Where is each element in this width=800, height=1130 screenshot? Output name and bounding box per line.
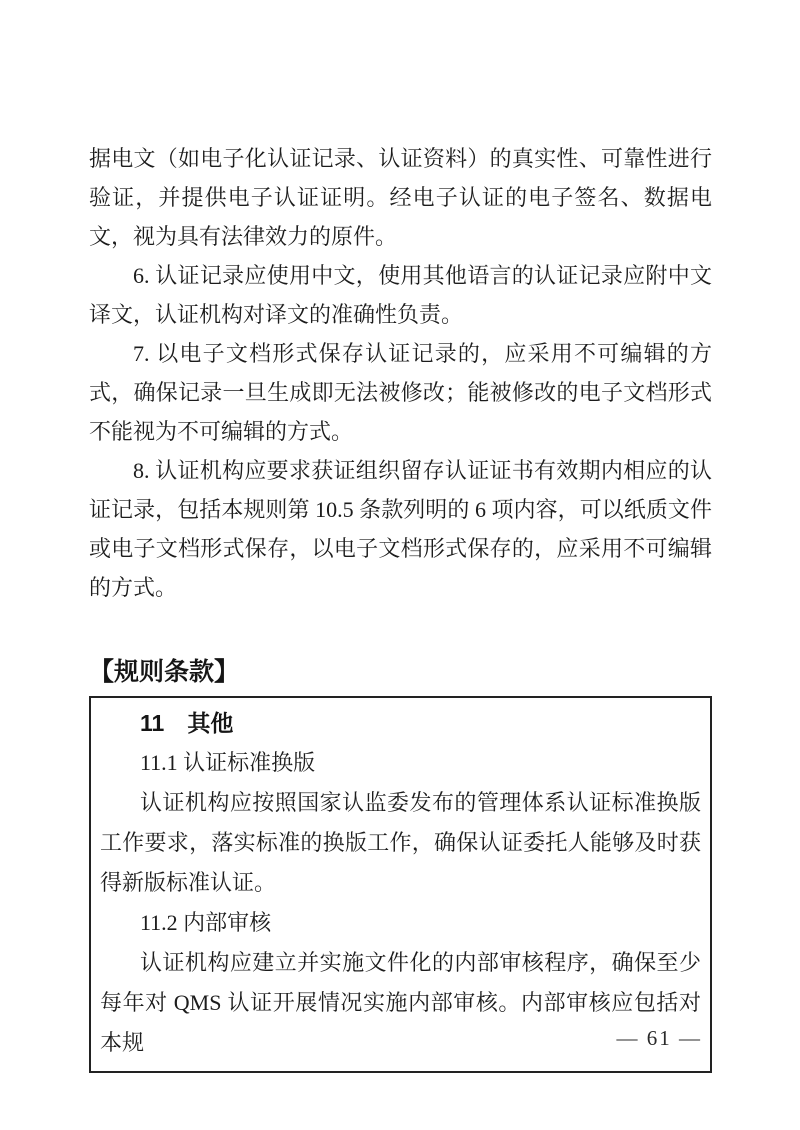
paragraph-item-6: 6. 认证记录应使用中文，使用其他语言的认证记录应附中文译文，认证机构对译文的准确性负责。	[89, 263, 712, 327]
paragraph-continuation: 据电文（如电子化认证记录、认证资料）的真实性、可靠性进行验证，并提供电子认证证明。经电子认证的电子签名、数据电文，视为具有法律效力的原件。	[89, 146, 712, 249]
rule-box-chapter-heading: 11 其他	[140, 710, 234, 736]
rule-clause-box	[89, 696, 712, 1073]
section-heading-rule-clauses: 【规则条款】	[89, 658, 240, 686]
page-number: — 61 —	[616, 1026, 702, 1050]
paragraph-item-7: 7. 以电子文档形式保存认证记录的，应采用不可编辑的方式，确保记录一旦生成即无法被修改；能被修改的电子文档形式不能视为不可编辑的方式。	[89, 341, 712, 444]
page-content	[89, 139, 712, 1073]
rule-box-subsection-11-1-body: 认证机构应按照国家认监委发布的管理体系认证标准换版工作要求，落实标准的换版工作，确保认证委托人能够及时获得新版标准认证。	[100, 790, 701, 895]
paragraph-item-8: 8. 认证机构应要求获证组织留存认证证书有效期内相应的认证记录，包括本规则第 10.5 条款列明的 6 项内容，可以纸质文件或电子文档形式保存，以电子文档形式保存的，应采用不可编辑的方式。	[89, 458, 712, 600]
rule-box-subsection-11-1-title: 11.1 认证标准换版	[140, 750, 316, 775]
rule-box-subsection-11-2-title: 11.2 内部审核	[140, 910, 272, 935]
rule-box-subsection-11-2-body: 认证机构应建立并实施文件化的内部审核程序，确保至少每年对 QMS 认证开展情况实施内部审核。内部审核应包括对本规	[100, 950, 701, 1055]
